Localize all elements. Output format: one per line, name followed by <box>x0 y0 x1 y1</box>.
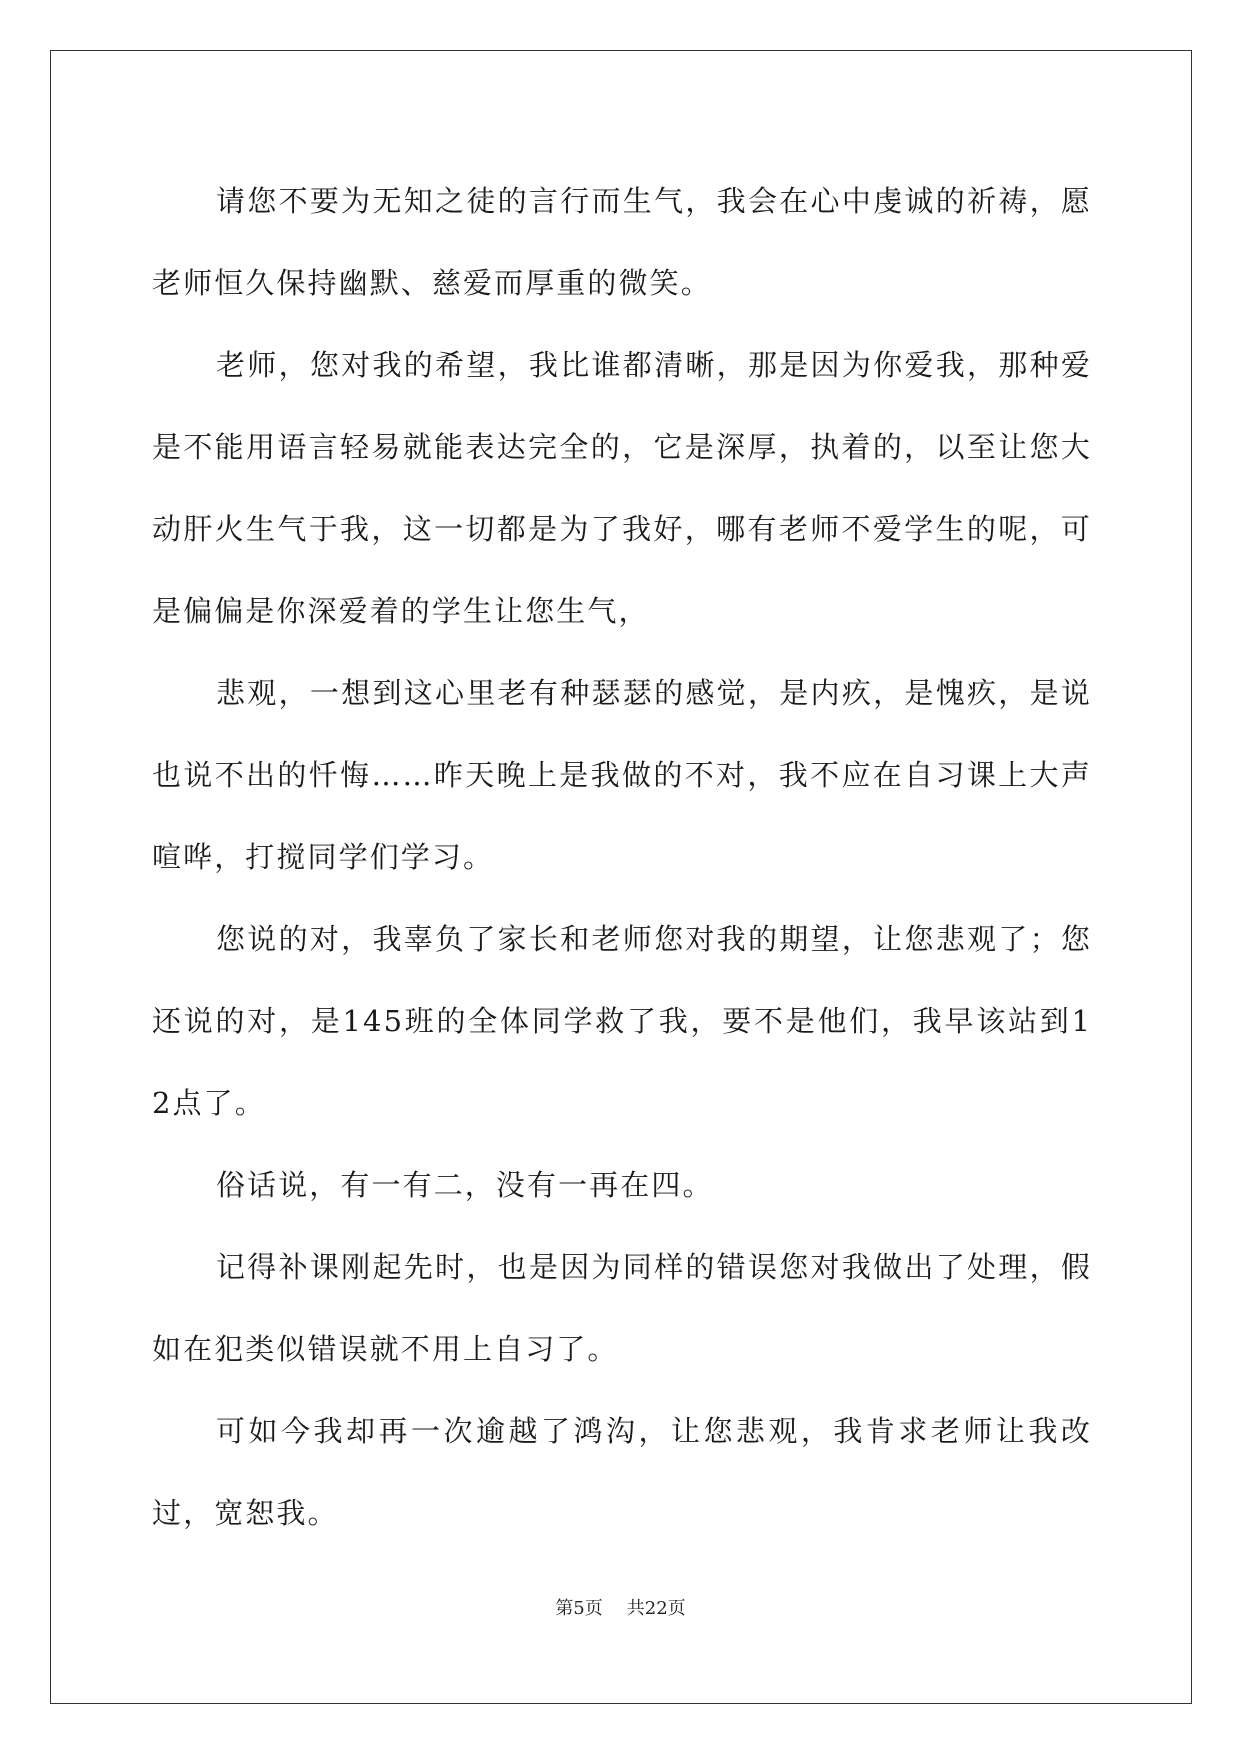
page-number: 第5页 <box>555 1598 603 1619</box>
paragraph-5: 俗话说，有一有二，没有一再在四。 <box>216 1168 714 1202</box>
page-footer <box>0 1597 1241 1621</box>
page-total: 共22页 <box>626 1598 686 1619</box>
paragraph-7: 可如今我却再一次逾越了鸿沟，让您悲观，我肯求老师让我改过，宽恕我。 <box>152 1414 1092 1530</box>
paragraph-2: 老师，您对我的希望，我比谁都清晰，那是因为你爱我，那种爱是不能用语言轻易就能表达完全的，它是深厚，执着的，以至让您大动肝火生气于我，这一切都是为了我好，哪有老师不爱学生的呢，可是偏偏是你深爱着的学生让您生气， <box>152 348 1092 628</box>
paragraph-1: 请您不要为无知之徒的言行而生气，我会在心中虔诚的祈祷，愿老师恒久保持幽默、慈爱而厚重的微笑。 <box>152 184 1092 300</box>
document-body <box>152 160 1092 1554</box>
paragraph-3: 悲观，一想到这心里老有种瑟瑟的感觉，是内疚，是愧疚，是说也说不出的忏悔……昨天晚上是我做的不对，我不应在自习课上大声喧哗，打搅同学们学习。 <box>152 676 1092 874</box>
paragraph-6: 记得补课刚起先时，也是因为同样的错误您对我做出了处理，假如在犯类似错误就不用上自习了。 <box>152 1250 1092 1366</box>
paragraph-4: 您说的对，我辜负了家长和老师您对我的期望，让您悲观了；您还说的对，是145班的全体同学救了我，要不是他们，我早该站到12点了。 <box>152 922 1092 1120</box>
